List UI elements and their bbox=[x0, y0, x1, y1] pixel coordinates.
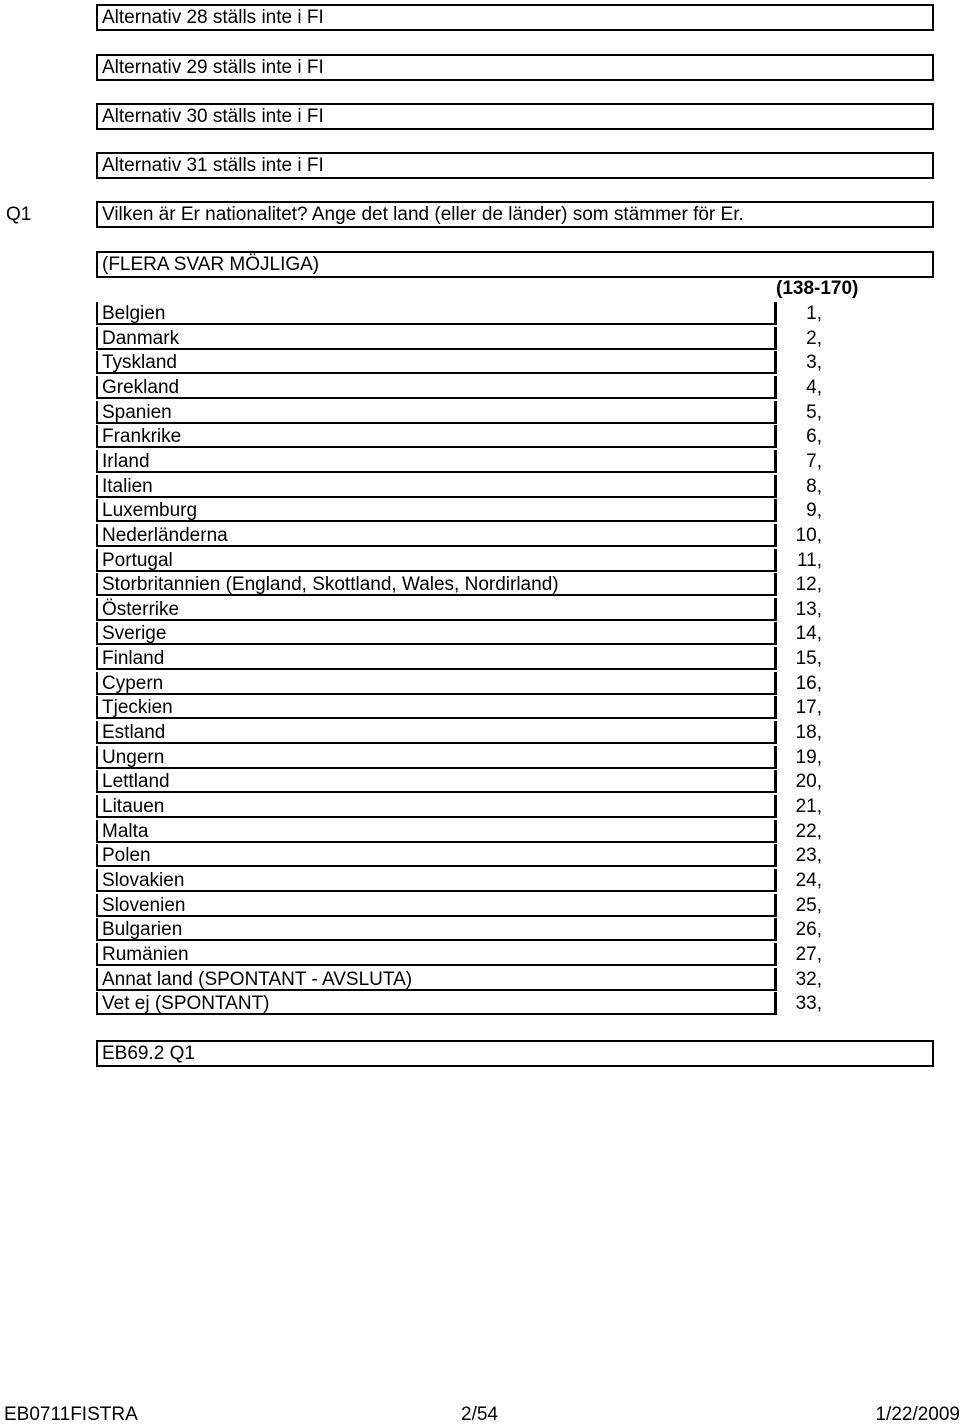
option-label: Estland bbox=[96, 721, 777, 744]
option-label: Sverige bbox=[96, 622, 777, 645]
option-label: Spanien bbox=[96, 401, 777, 424]
option-code: 32, bbox=[795, 969, 822, 990]
option-label: Litauen bbox=[96, 795, 777, 818]
question-text: Vilken är Er nationalitet? Ange det land (eller de länder) som stämmer för Er. bbox=[96, 201, 934, 228]
option-code: 7, bbox=[806, 451, 822, 472]
option-label: Danmark bbox=[96, 327, 777, 350]
option-code: 26, bbox=[795, 919, 822, 940]
option-code: 17, bbox=[795, 697, 822, 718]
option-code: 11, bbox=[796, 550, 822, 571]
option-code: 16, bbox=[795, 673, 822, 694]
code-range: (138-170) bbox=[776, 278, 859, 299]
option-label: Österrike bbox=[96, 598, 777, 621]
option-code: 25, bbox=[795, 895, 822, 916]
option-label: Lettland bbox=[96, 770, 777, 793]
option-label: Bulgarien bbox=[96, 918, 777, 941]
option-label: Rumänien bbox=[96, 943, 777, 966]
option-code: 3, bbox=[806, 352, 822, 373]
question-id: Q1 bbox=[6, 204, 32, 225]
pre-item: Alternativ 29 ställs inte i FI bbox=[96, 54, 934, 81]
option-code: 20, bbox=[795, 771, 822, 792]
option-label: Belgien bbox=[96, 302, 777, 325]
pre-item: Alternativ 31 ställs inte i FI bbox=[96, 152, 934, 179]
option-code: 4, bbox=[806, 377, 822, 398]
option-label: Italien bbox=[96, 475, 777, 498]
option-code: 21, bbox=[795, 796, 822, 817]
option-code: 13, bbox=[795, 599, 822, 620]
option-code: 9, bbox=[806, 500, 822, 521]
option-code: 23, bbox=[795, 845, 822, 866]
option-label: Polen bbox=[96, 844, 777, 867]
option-code: 19, bbox=[795, 747, 822, 768]
option-code: 15, bbox=[795, 648, 822, 669]
option-code: 8, bbox=[806, 476, 822, 497]
option-label: Slovenien bbox=[96, 894, 777, 917]
option-label: Vet ej (SPONTANT) bbox=[96, 992, 777, 1015]
option-label: Tjeckien bbox=[96, 696, 777, 719]
pre-item: Alternativ 28 ställs inte i FI bbox=[96, 4, 934, 31]
option-code: 24, bbox=[795, 870, 822, 891]
footer-date: 1/22/2009 bbox=[875, 1404, 960, 1425]
option-code: 33, bbox=[795, 993, 822, 1014]
option-label: Portugal bbox=[96, 549, 777, 572]
footer-page: 2/54 bbox=[461, 1404, 498, 1425]
option-code: 10, bbox=[795, 525, 822, 546]
option-label: Tyskland bbox=[96, 351, 777, 374]
pre-item: Alternativ 30 ställs inte i FI bbox=[96, 103, 934, 130]
option-label: Nederländerna bbox=[96, 524, 777, 547]
option-label: Finland bbox=[96, 647, 777, 670]
option-code: 2, bbox=[806, 328, 822, 349]
option-label: Frankrike bbox=[96, 425, 777, 448]
option-code: 18, bbox=[795, 722, 822, 743]
option-label: Luxemburg bbox=[96, 499, 777, 522]
option-label: Grekland bbox=[96, 376, 777, 399]
option-label: Storbritannien (England, Skottland, Wales, Nordirland) bbox=[96, 573, 777, 596]
option-label: Slovakien bbox=[96, 869, 777, 892]
option-label: Cypern bbox=[96, 672, 777, 695]
option-code: 14, bbox=[795, 623, 822, 644]
option-label: Irland bbox=[96, 450, 777, 473]
option-code: 12, bbox=[795, 574, 822, 595]
footer-doc-id: EB0711FISTRA bbox=[4, 1404, 138, 1425]
option-label: Malta bbox=[96, 820, 777, 843]
option-code: 1, bbox=[806, 303, 822, 324]
option-code: 6, bbox=[806, 426, 822, 447]
option-label: Annat land (SPONTANT - AVSLUTA) bbox=[96, 968, 777, 991]
source-ref: EB69.2 Q1 bbox=[96, 1040, 934, 1067]
option-code: 27, bbox=[795, 944, 822, 965]
option-code: 5, bbox=[806, 402, 822, 423]
option-label: Ungern bbox=[96, 746, 777, 769]
option-code: 22, bbox=[795, 821, 822, 842]
question-note: (FLERA SVAR MÖJLIGA) bbox=[96, 251, 934, 278]
